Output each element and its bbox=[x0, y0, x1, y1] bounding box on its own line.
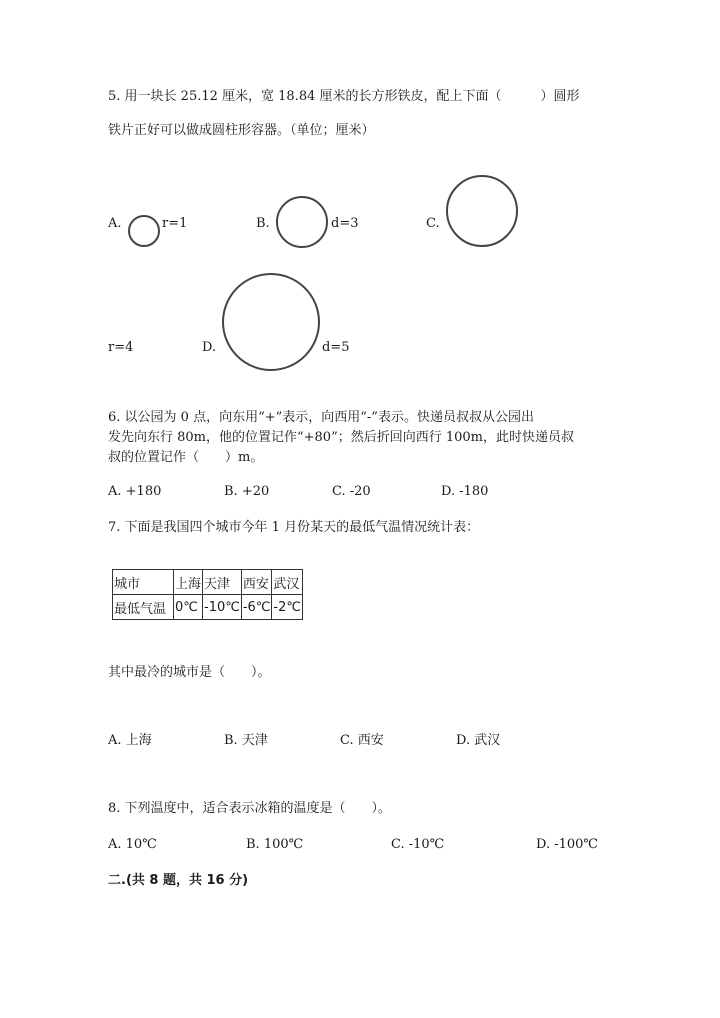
q5-option-b-label: B. bbox=[256, 216, 270, 231]
q6-option-c: C. -20 bbox=[332, 484, 371, 499]
table-cell-temp: 0℃ bbox=[174, 595, 203, 620]
table-row-cities bbox=[113, 570, 303, 595]
q7-option-c: C. 西安 bbox=[340, 733, 384, 748]
q5-line-2: 铁片正好可以做成圆柱形容器。（单位；厘米） bbox=[108, 123, 375, 138]
table-cell-temp: -10℃ bbox=[203, 595, 242, 620]
q5-option-b-value: d=3 bbox=[331, 216, 359, 231]
q6-line-3: 叔的位置记作（ ）m。 bbox=[108, 450, 264, 465]
table-cell-city: 上海 bbox=[174, 570, 203, 595]
temperature-table bbox=[112, 569, 303, 620]
q5-option-c-value: r=4 bbox=[108, 340, 134, 355]
q6-line-2: 发先向东行 80m，他的位置记作“+80”；然后折回向西行 100m，此时快递员叔 bbox=[108, 430, 575, 445]
q7-option-d: D. 武汉 bbox=[456, 733, 501, 748]
q7-intro: 7. 下面是我国四个城市今年 1 月份某天的最低气温情况统计表： bbox=[108, 520, 480, 535]
q8-option-d: D. -100℃ bbox=[536, 837, 598, 852]
table-cell-temp: -2℃ bbox=[272, 595, 303, 620]
q7-option-a: A. 上海 bbox=[108, 733, 152, 748]
q8-option-b: B. 100℃ bbox=[246, 837, 304, 852]
q5-option-c-label: C. bbox=[426, 216, 440, 231]
q8-question: 8. 下列温度中，适合表示冰箱的温度是（ ）。 bbox=[108, 801, 392, 816]
q5-option-a-value: r=1 bbox=[162, 216, 188, 231]
table-cell-city: 武汉 bbox=[272, 570, 303, 595]
table-header-temp: 最低气温 bbox=[113, 595, 174, 620]
q5-option-d-value: d=5 bbox=[322, 340, 350, 355]
section-2-title: 二.(共 8 题，共 16 分) bbox=[108, 873, 249, 888]
q5-option-a-circle bbox=[128, 215, 160, 247]
q5-option-d-label: D. bbox=[202, 340, 217, 355]
q6-option-a: A. +180 bbox=[108, 484, 162, 499]
table-header-city: 城市 bbox=[113, 570, 174, 595]
q5-line-1: 5. 用一块长 25.12 厘米，宽 18.84 厘米的长方形铁皮，配上下面（ ）圆形 bbox=[108, 89, 580, 104]
q8-option-a: A. 10℃ bbox=[108, 837, 157, 852]
q6-option-d: D. -180 bbox=[441, 484, 489, 499]
table-row-temps bbox=[113, 595, 303, 620]
q6-line-1: 6. 以公园为 0 点，向东用“+”表示，向西用“-”表示。快递员叔叔从公园出 bbox=[108, 410, 534, 425]
q5-option-a-label: A. bbox=[108, 216, 122, 231]
table-cell-temp: -6℃ bbox=[241, 595, 272, 620]
q5-option-b-circle bbox=[276, 196, 328, 248]
q5-option-d-circle bbox=[222, 273, 320, 371]
q5-option-c-circle bbox=[446, 175, 518, 247]
q8-option-c: C. -10℃ bbox=[391, 837, 445, 852]
table-cell-city: 西安 bbox=[241, 570, 272, 595]
q6-option-b: B. +20 bbox=[224, 484, 270, 499]
q7-question: 其中最冷的城市是（ ）。 bbox=[108, 665, 271, 680]
q7-option-b: B. 天津 bbox=[224, 733, 268, 748]
table-cell-city: 天津 bbox=[203, 570, 242, 595]
